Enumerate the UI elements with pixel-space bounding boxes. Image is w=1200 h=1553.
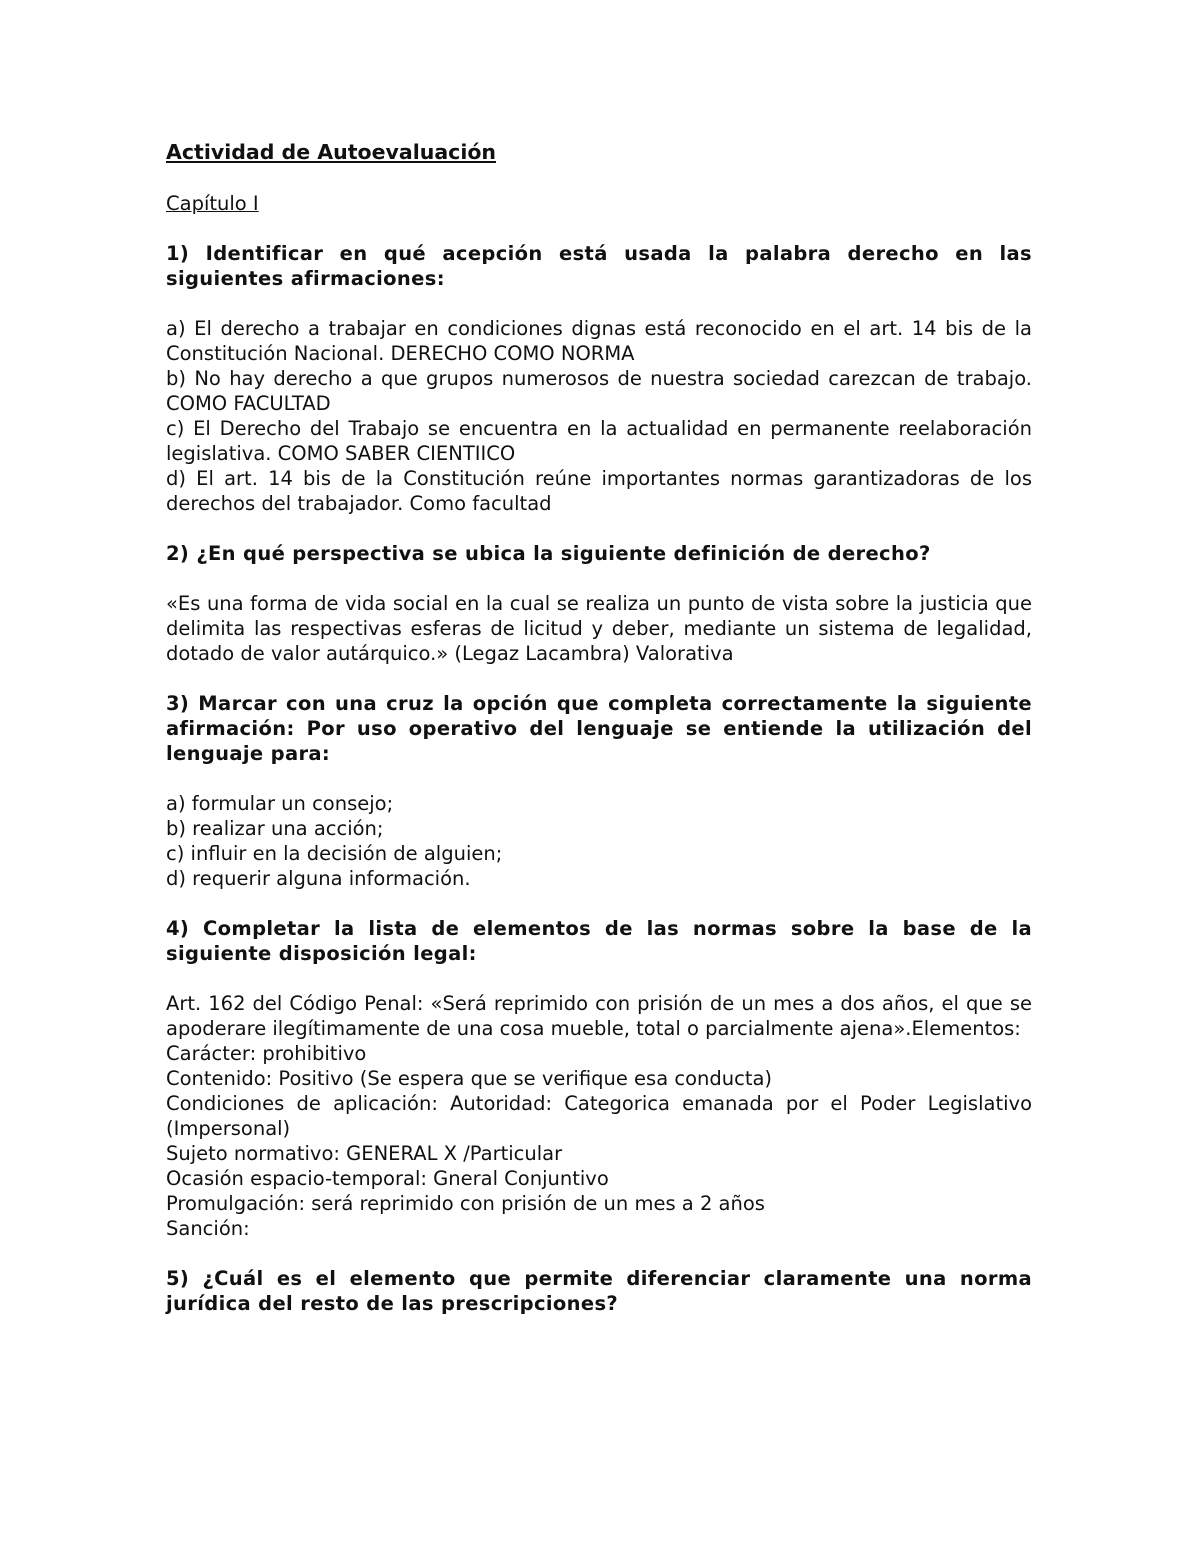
element-contenido: Contenido: Positivo (Se espera que se verifique esa conducta) [166,1067,773,1090]
element-condiciones: Condiciones de aplicación: Autoridad: Categorica emanada por el Poder Legislativo (Impersonal) [166,1092,1032,1140]
answer-2: «Es una forma de vida social en la cual se realiza un punto de vista sobre la justicia que delimita las respectivas esferas de licitud y deber, mediante un sistema de legalidad, dotado de valor autárquico.» (Legaz Lacambra) Valorativa [166,592,1032,665]
answer-1c: c) El Derecho del Trabajo se encuentra en la actualidad en permanente reelaboración legislativa. COMO SABER CIENTIICO [166,417,1032,465]
question-1: 1) Identificar en qué acepción está usada la palabra derecho en las siguientes afirmaciones: [166,242,1032,290]
element-sujeto: Sujeto normativo: GENERAL X /Particular [166,1142,563,1165]
options-3 [166,791,1032,891]
article-text: Art. 162 del Código Penal: «Será reprimido con prisión de un mes a dos años, el que se apoderare ilegítimamente de una cosa mueble, total o parcialmente ajena».Elementos: [166,992,1032,1040]
option-3a: a) formular un consejo; [166,792,394,815]
element-ocasion: Ocasión espacio-temporal: Gneral Conjuntivo [166,1167,609,1190]
answers-1 [166,316,1032,516]
question-3: 3) Marcar con una cruz la opción que completa correctamente la siguiente afirmación: Por uso operativo del lenguaje se entiende la utilización del lenguaje para: [166,692,1032,765]
question-2: 2) ¿En qué perspectiva se ubica la siguiente definición de derecho? [166,542,931,565]
chapter-heading: Capítulo I [166,192,259,215]
document-page [166,140,1032,1316]
element-sancion: Sanción: [166,1217,250,1240]
option-3b: b) realizar una acción; [166,817,384,840]
option-3d: d) requerir alguna información. [166,867,471,890]
question-4: 4) Completar la lista de elementos de las normas sobre la base de la siguiente disposición legal: [166,917,1032,965]
answer-1d: d) El art. 14 bis de la Constitución reúne importantes normas garantizadoras de los derechos del trabajador. Como facultad [166,467,1032,515]
answer-1b: b) No hay derecho a que grupos numerosos de nuestra sociedad carezcan de trabajo. COMO FACULTAD [166,367,1032,415]
element-promulgacion: Promulgación: será reprimido con prisión de un mes a 2 años [166,1192,765,1215]
element-caracter: Carácter: prohibitivo [166,1042,367,1065]
document-title: Actividad de Autoevaluación [166,140,497,164]
question-5: 5) ¿Cuál es el elemento que permite diferenciar claramente una norma jurídica del resto de las prescripciones? [166,1267,1032,1315]
answer-1a: a) El derecho a trabajar en condiciones dignas está reconocido en el art. 14 bis de la Constitución Nacional. DERECHO COMO NORMA [166,317,1032,365]
option-3c: c) influir en la decisión de alguien; [166,842,503,865]
answer-4 [166,991,1032,1241]
